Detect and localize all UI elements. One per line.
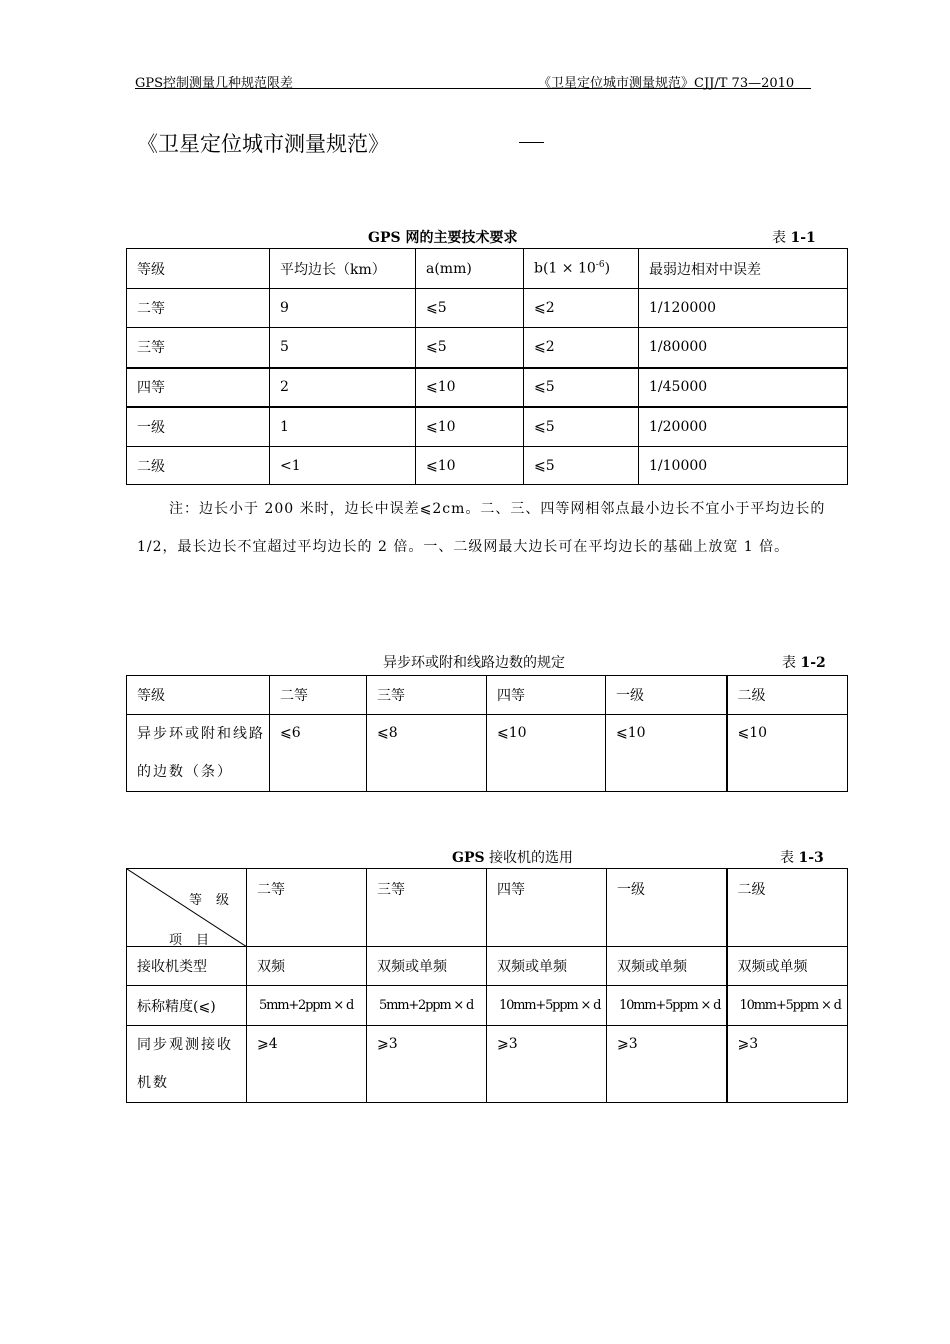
document-title: 《卫星定位城市测量规范》 <box>137 132 389 156</box>
table2 <box>126 675 848 792</box>
table3-header-cell: 二等 <box>247 869 367 947</box>
table3-header-cell: 一级 <box>607 869 727 947</box>
table-row <box>127 986 848 1026</box>
table1 <box>126 248 848 485</box>
table2-header-row <box>127 676 848 715</box>
corner-top-label: 等级 <box>189 893 244 908</box>
table1-cell: 1 <box>270 407 416 447</box>
table2-header-cell: 四等 <box>487 676 606 715</box>
table3-cell: 5mm+2ppm × d <box>247 986 367 1026</box>
table2-header-cell: 三等 <box>367 676 487 715</box>
table1-cell: 9 <box>270 289 416 328</box>
table2-header-cell: 二级 <box>727 676 848 715</box>
table3-corner-cell <box>127 869 247 947</box>
table1-cell: 1/45000 <box>639 368 848 407</box>
table-row <box>127 289 848 328</box>
table-row <box>127 368 848 407</box>
table1-cell: 2 <box>270 368 416 407</box>
table-row <box>127 947 848 986</box>
table3-cell: 双频或单频 <box>367 947 487 986</box>
table2-cell: ⩽10 <box>487 715 606 792</box>
table3-cell: 双频或单频 <box>607 947 727 986</box>
table2-header-cell: 二等 <box>270 676 367 715</box>
table1-cell: ⩽5 <box>524 447 639 485</box>
table1-number: 表 1-1 <box>772 230 816 246</box>
table3-cell: ⩾3 <box>727 1026 848 1103</box>
table3-cell: 双频或单频 <box>727 947 848 986</box>
table3-row-label: 接收机类型 <box>127 947 247 986</box>
title-dash <box>519 142 544 143</box>
table3-cell: 10mm+5ppm × d <box>607 986 727 1026</box>
table1-cell: ⩽5 <box>524 407 639 447</box>
table3-cell: ⩾3 <box>607 1026 727 1103</box>
table2-cell: ⩽10 <box>727 715 848 792</box>
table1-cell: 一级 <box>127 407 270 447</box>
table1-cell: ⩽5 <box>524 368 639 407</box>
table1-header-cell: 等级 <box>127 249 270 289</box>
table1-cell: 二等 <box>127 289 270 328</box>
table3-cell: 10mm+5ppm × d <box>487 986 607 1026</box>
table1-header-row <box>127 249 848 289</box>
table3 <box>126 868 848 1103</box>
table-row <box>127 328 848 368</box>
corner-bottom-label: 项目 <box>169 933 224 948</box>
table-row <box>127 715 848 792</box>
table1-header-cell: $b(1 \times 10^{-6})$ <box>524 249 639 289</box>
table1-header-cell: a(mm) <box>416 249 524 289</box>
table3-cell: ⩾3 <box>367 1026 487 1103</box>
table3-row-label: 标称精度(⩽) <box>127 986 247 1026</box>
table1-cell: 5 <box>270 328 416 368</box>
table2-cell: ⩽8 <box>367 715 487 792</box>
table1-header-cell: 最弱边相对中误差 <box>639 249 848 289</box>
table1-cell: ⩽5 <box>416 289 524 328</box>
table1-cell: ⩽5 <box>416 328 524 368</box>
table1-cell: 1/20000 <box>639 407 848 447</box>
table-row <box>127 1026 848 1103</box>
table3-header-row <box>127 869 848 947</box>
table3-header-cell: 三等 <box>367 869 487 947</box>
table1-header-cell: 平均边长（km） <box>270 249 416 289</box>
table1-cell: ⩽10 <box>416 447 524 485</box>
table3-cell: 10mm+5ppm × d <box>727 986 848 1026</box>
table1-cell: 四等 <box>127 368 270 407</box>
table1-cell: ⩽2 <box>524 289 639 328</box>
table3-number: 表 1-3 <box>780 850 824 866</box>
table2-header-cell: 等级 <box>127 676 270 715</box>
table1-cell: <1 <box>270 447 416 485</box>
table1-cell: 二级 <box>127 447 270 485</box>
table3-row-label: 同步观测接收机数 <box>127 1026 247 1103</box>
table1-cell: ⩽2 <box>524 328 639 368</box>
table2-header-cell: 一级 <box>606 676 727 715</box>
table3-header-cell: 二级 <box>727 869 848 947</box>
table3-cell: ⩾3 <box>487 1026 607 1103</box>
table1-caption: GPS 网的主要技术要求 <box>368 230 518 246</box>
table1-cell: 1/120000 <box>639 289 848 328</box>
table3-cell: 双频 <box>247 947 367 986</box>
table1-cell: ⩽10 <box>416 368 524 407</box>
table1-cell: ⩽10 <box>416 407 524 447</box>
table2-number: 表 1-2 <box>782 655 826 671</box>
header-right-text: 《卫星定位城市测量规范》CJJ/T 73—2010 <box>538 76 795 91</box>
header-rule <box>135 88 811 89</box>
table1-cell: 1/10000 <box>639 447 848 485</box>
header-left-text: GPS控制测量几种规范限差 <box>135 76 294 91</box>
table1-note: 注：边长小于 200 米时，边长中误差⩽2cm。二、三、四等网相邻点最小边长不宜小于平均边长的 1/2，最长边长不宜超过平均边长的 2 倍。一、二级网最大边长可在平均边长的基础上放宽 1 倍。 <box>137 501 826 555</box>
table-row <box>127 407 848 447</box>
table3-cell: 双频或单频 <box>487 947 607 986</box>
table-row <box>127 447 848 485</box>
table2-cell: ⩽10 <box>606 715 727 792</box>
table3-caption: GPS 接收机的选用 <box>452 850 574 866</box>
table1-cell: 1/80000 <box>639 328 848 368</box>
table3-cell: ⩾4 <box>247 1026 367 1103</box>
table2-caption: 异步环或附和线路边数的规定 <box>383 655 565 671</box>
table3-cell: 5mm+2ppm × d <box>367 986 487 1026</box>
table3-header-cell: 四等 <box>487 869 607 947</box>
table2-cell: ⩽6 <box>270 715 367 792</box>
table1-cell: 三等 <box>127 328 270 368</box>
table2-row-label: 异步环或附和线路的边数（条） <box>127 715 270 792</box>
